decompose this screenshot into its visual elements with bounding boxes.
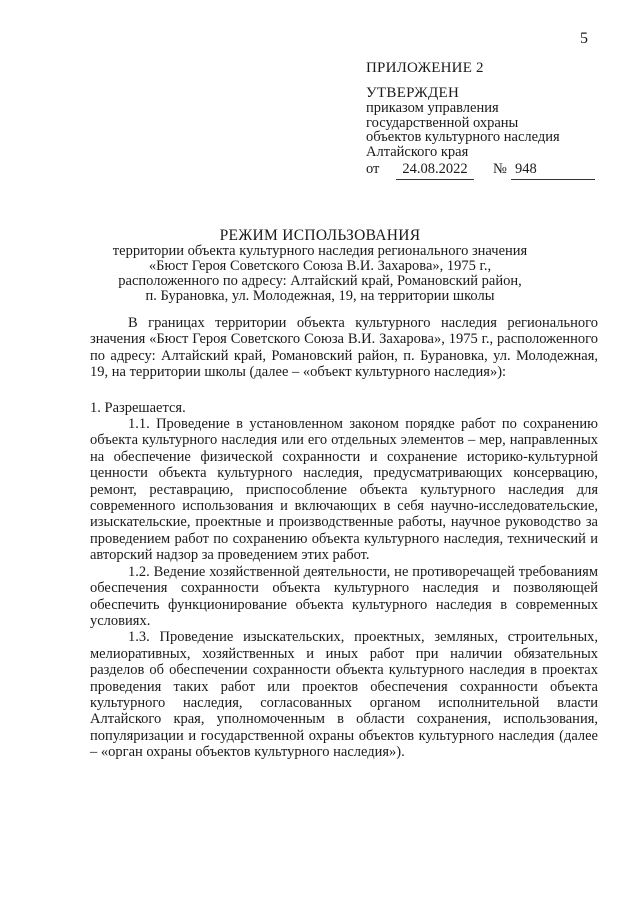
- approval-line: приказом управления: [366, 100, 499, 116]
- clause-paragraph: 1.2. Ведение хозяйственной деятельности, не противоречащей требованиям обеспечения сохранности объекта культурного наследия и позволяющей обеспечить функционирование объекта культурного наследия в современных условиях.: [90, 563, 598, 629]
- approval-line: объектов культурного наследия: [366, 129, 560, 145]
- approval-line: государственной охраны: [366, 114, 519, 131]
- clause-paragraph: 1.1. Проведение в установленном законом порядке работ по сохранению объекта культурного наследия или его отдельных элементов – мер, направленных на обеспечение физической сохранности и сохранение историко-культурной ценности объекта культурного наследия, предусматривающих консервацию, ремонт, реставрацию, приспособление объекта культурного наследия для современного использования и включающих в себя научно-исследовательские, изыскательские, проектные и производственные работы, научное руководство за проведением работ по сохранению объекта культурного наследия, технический и авторский надзор за проведением этих работ.: [90, 416, 598, 564]
- annex-label: ПРИЛОЖЕНИЕ 2: [366, 60, 484, 76]
- approval-number: 948: [511, 159, 595, 180]
- title-subline: «Бюст Героя Советского Союза В.И. Захарова», 1975 г.,: [148, 258, 492, 274]
- approval-date-row: [366, 159, 606, 179]
- title-subline: расположенного по адресу: Алтайский край, Романовский район,: [118, 273, 522, 289]
- document-title: РЕЖИМ ИСПОЛЬЗОВАНИЯ: [219, 227, 421, 244]
- clause-paragraph: 1.3. Проведение изыскательских, проектных, земляных, строительных, мелиоративных, хозяйственных и иных работ при наличии обязательных разделов об обеспечении сохранности объекта культурного наследия в проектах проведения таких работ или проектов обеспечения сохранности объекта культурного наследия, согласованных органом исполнительной власти Алтайского края, уполномоченным в области сохранения, использования, популяризации и государственной охраны объектов культурного наследия (далее – «орган охраны объектов культурного наследия»).: [90, 629, 598, 761]
- approval-block: [366, 60, 606, 179]
- document-title-block: [80, 228, 560, 304]
- section-heading: 1. Разрешается.: [90, 399, 186, 416]
- number-sign: №: [493, 161, 507, 177]
- approval-line: Алтайского края: [366, 143, 469, 160]
- from-label: от: [366, 161, 380, 177]
- title-subline: п. Бурановка, ул. Молодежная, 19, на территории школы: [145, 288, 495, 304]
- title-subline: территории объекта культурного наследия регионального значения: [112, 243, 528, 259]
- document-body: [90, 315, 598, 761]
- page-number: 5: [580, 30, 588, 47]
- approved-label: УТВЕРЖДЕН: [366, 85, 460, 101]
- intro-paragraph: В границах территории объекта культурного наследия регионального значения «Бюст Героя Советского Союза В.И. Захарова», 1975 г., расположенного по адресу: Алтайский край, Романовский район, п. Бурановка, ул. Молодежная, 19, на территории школы (далее – «объект культурного наследия»):: [90, 315, 598, 381]
- approval-date: 24.08.2022: [396, 159, 474, 180]
